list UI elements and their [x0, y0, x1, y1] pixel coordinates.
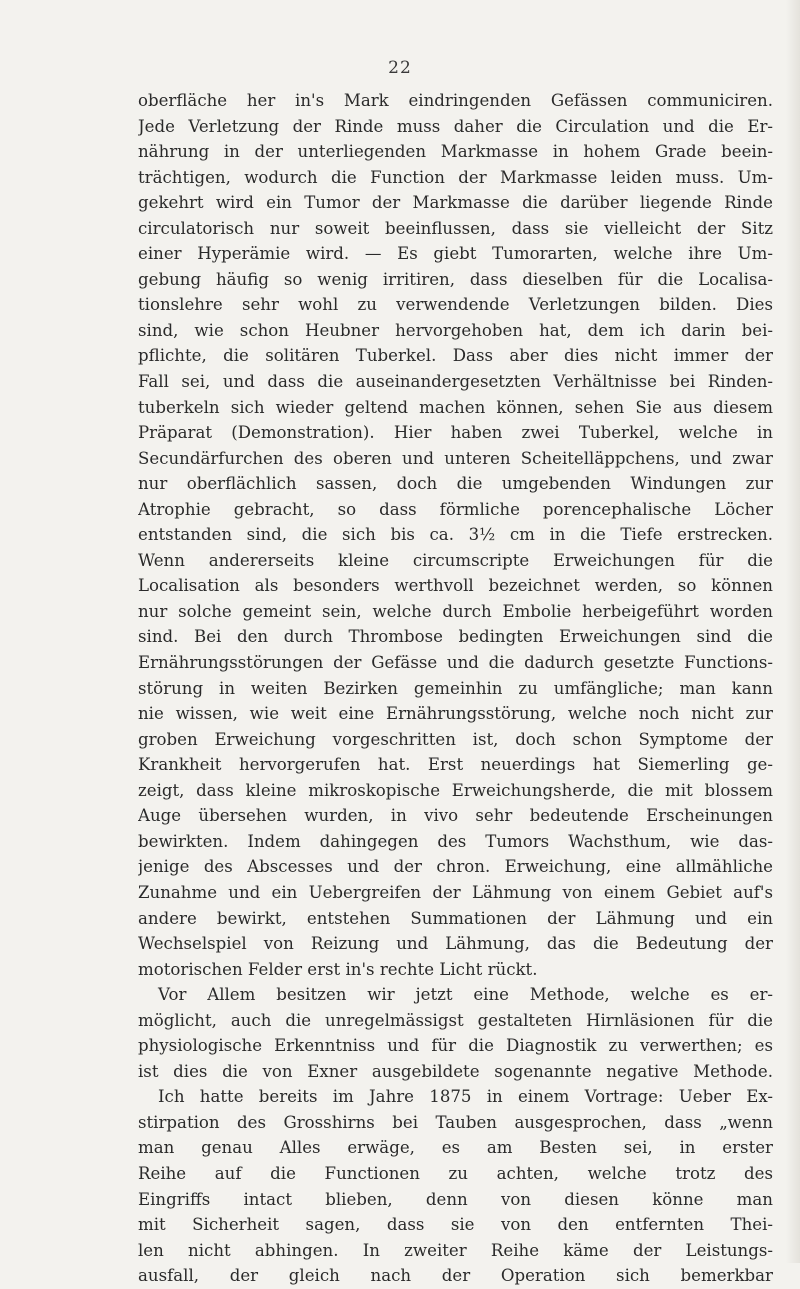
text-line: Präparat (Demonstration). Hier haben zwei Tuberkel, welche in — [138, 423, 773, 443]
text-line: pflichte, die solitären Tuberkel. Dass aber dies nicht immer der — [138, 346, 773, 366]
text-line: einer Hyperämie wird. — Es giebt Tumorarten, welche ihre Um- — [138, 244, 773, 264]
text-line: Zunahme und ein Uebergreifen der Lähmung von einem Gebiet auf's — [138, 882, 773, 902]
text-line: nährung in der unterliegenden Markmasse in hohem Grade beein- — [138, 142, 773, 162]
text-line: groben Erweichung vorgeschritten ist, doch schon Symptome der — [138, 729, 773, 749]
text-line: Ich hatte bereits im Jahre 1875 in einem Vortrage: Ueber Ex- — [158, 1087, 773, 1107]
text-line: entstanden sind, die sich bis ca. 3½ cm in die Tiefe erstrecken. — [138, 525, 773, 545]
text-line: oberfläche her in's Mark eindringenden Gefässen communiciren. — [138, 91, 773, 110]
text-line: sind, wie schon Heubner hervorgehoben hat, dem ich darin bei- — [138, 320, 773, 340]
text-line: motorischen Felder erst in's rechte Licht rückt. — [138, 959, 538, 979]
text-line: Atrophie gebracht, so dass förmliche porencephalische Löcher — [138, 499, 773, 519]
text-line: len nicht abhingen. In zweiter Reihe käme der Leistungs- — [138, 1240, 773, 1260]
text-line: nie wissen, wie weit eine Ernährungsstörung, welche noch nicht zur — [138, 704, 773, 724]
text-line: ausfall, der gleich nach der Operation sich bemerkbar — [138, 1266, 773, 1286]
text-line: gebung häufig so wenig irritiren, dass dieselben für die Localisa- — [138, 269, 773, 289]
text-line: bewirkten. Indem dahingegen des Tumors Wachsthum, wie das- — [138, 831, 773, 851]
text-line: störung in weiten Bezirken gemeinhin zu umfängliche; man kann — [138, 678, 773, 698]
page-number: 22 — [388, 58, 412, 78]
text-line: jenige des Abscesses und der chron. Erweichung, eine allmähliche — [138, 857, 773, 877]
text-line: Jede Verletzung der Rinde muss daher die Circulation und die Er- — [138, 116, 773, 136]
text-line: stirpation des Grosshirns bei Tauben ausgesprochen, dass „wenn — [138, 1112, 773, 1132]
text-line: circulatorisch nur soweit beeinflussen, dass sie vielleicht der Sitz — [138, 218, 773, 238]
text-line: Reihe auf die Functionen zu achten, welche trotz des — [138, 1163, 773, 1183]
text-line: Wenn andererseits kleine circumscripte Erweichungen für die — [138, 550, 773, 570]
text-line: Localisation als besonders werthvoll bezeichnet werden, so können — [138, 576, 773, 596]
text-line: tuberkeln sich wieder geltend machen können, sehen Sie aus diesem — [138, 397, 773, 417]
text-line: Fall sei, und dass die auseinandergesetzten Verhältnisse bei Rinden- — [138, 372, 773, 392]
text-line: trächtigen, wodurch die Function der Markmasse leiden muss. Um- — [138, 167, 773, 187]
text-line: möglicht, auch die unregelmässigst gestalteten Hirnläsionen für die — [138, 1010, 773, 1030]
text-line: Krankheit hervorgerufen hat. Erst neuerdings hat Siemerling ge- — [138, 755, 773, 775]
text-line: sind. Bei den durch Thrombose bedingten Erweichungen sind die — [138, 627, 773, 647]
body-text — [138, 88, 773, 1289]
text-line: Wechselspiel von Reizung und Lähmung, das die Bedeutung der — [138, 934, 773, 954]
text-line: tionslehre sehr wohl zu verwendende Verletzungen bilden. Dies — [138, 295, 773, 315]
text-line: Ernährungsstörungen der Gefässe und die dadurch gesetzte Functions- — [138, 653, 773, 673]
text-line: man genau Alles erwäge, es am Besten sei, in erster — [138, 1138, 773, 1158]
text-line: mit Sicherheit sagen, dass sie von den entfernten Thei- — [138, 1215, 773, 1235]
text-line: Auge übersehen wurden, in vivo sehr bedeutende Erscheinungen — [138, 806, 773, 826]
page-edge-shadow — [786, 0, 800, 1263]
text-line: nur oberflächlich sassen, doch die umgebenden Windungen zur — [138, 474, 773, 494]
text-line: andere bewirkt, entstehen Summationen der Lähmung und ein — [138, 908, 773, 928]
text-line: Secundärfurchen des oberen und unteren Scheitelläppchens, und zwar — [138, 448, 773, 468]
text-line: ist dies die von Exner ausgebildete sogenannte negative Methode. — [138, 1061, 773, 1081]
text-line: nur solche gemeint sein, welche durch Embolie herbeigeführt worden — [138, 601, 773, 621]
text-line: Vor Allem besitzen wir jetzt eine Methode, welche es er- — [158, 985, 773, 1005]
text-line: gekehrt wird ein Tumor der Markmasse die darüber liegende Rinde — [138, 193, 773, 213]
text-line: zeigt, dass kleine mikroskopische Erweichungsherde, die mit blossem — [138, 780, 773, 800]
text-line: Eingriffs intact blieben, denn von diesen könne man — [138, 1189, 773, 1209]
text-line: physiologische Erkenntniss und für die Diagnostik zu verwerthen; es — [138, 1036, 773, 1056]
